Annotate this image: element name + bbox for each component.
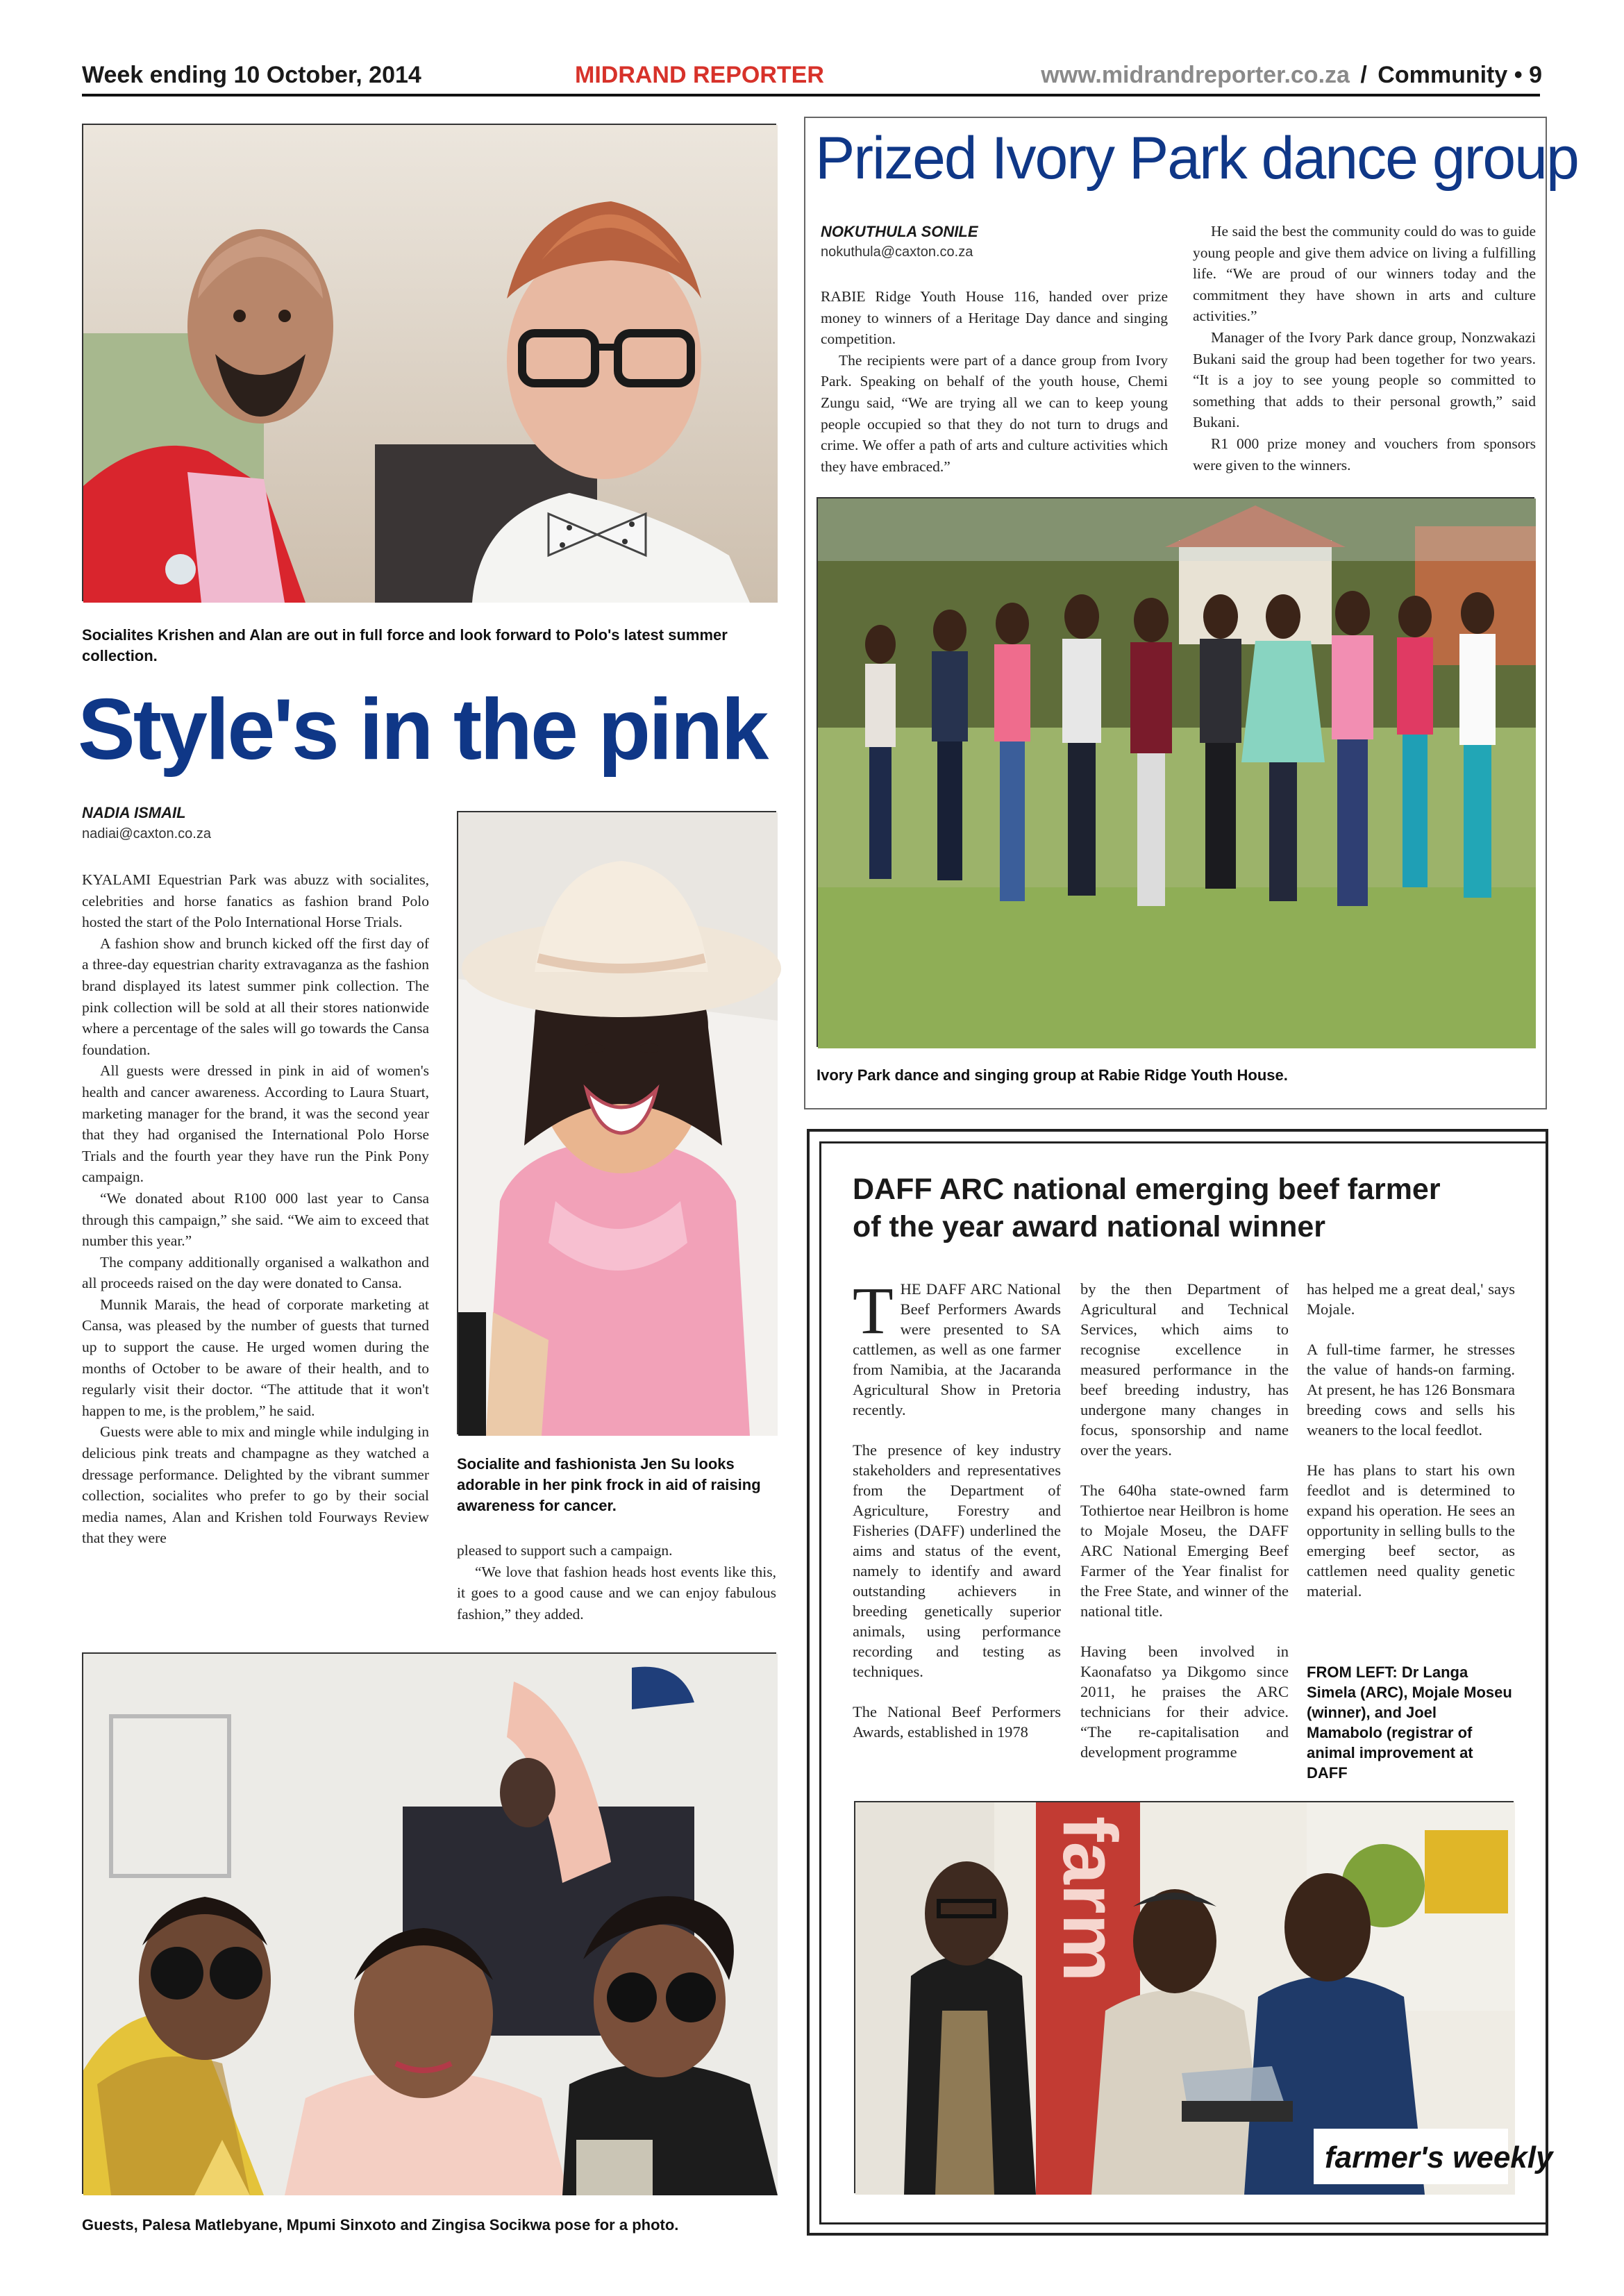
ivory-author-email[interactable]: nokuthula@caxton.co.za [821,244,973,260]
guests-caption: Guests, Palesa Matlebyane, Mpumi Sinxoto and Zingisa Socikwa pose for a photo. [82,2216,679,2234]
dance-group-caption: Ivory Park dance and singing group at Rabie Ridge Youth House. [817,1066,1288,1084]
daff-paragraph: has helped me a great deal,' says Mojale. [1307,1280,1515,1318]
photo-krishen-alan [82,124,776,601]
banner-text: farm [1047,1816,1132,1982]
daff-column-2 [1080,1279,1289,1782]
daff-column-3 [1307,1279,1515,1621]
daff-paragraph: A full-time farmer, he stresses the value of hands-on farming. At present, he has 126 Bonsmara breeding cows and sells his weaners to the local feedlot. [1307,1341,1515,1439]
header-rule [82,94,1540,97]
photo-guests [82,1652,776,2194]
issue-date: Week ending 10 October, 2014 [82,62,421,88]
style-author: NADIA ISMAIL [82,804,186,821]
daff-paragraph: The presence of key industry stakeholders and representatives from the Department of Agriculture, Forestry and Fisheries (DAFF) underlined the aims and status of the event, namely to identify and award outstanding achievers in breeding genetically superior animals, using performance recording and testing as techniques. [853,1441,1061,1680]
photo-daff-award-art [855,1802,1553,2195]
header-right [1041,61,1542,89]
daff-paragraph: He has plans to start his own feedlot and is determined to expand his operation. He sees an opportunity in selling bulls to the emerging beef sector, as cattlemen need quality genetic material. [1307,1461,1515,1600]
photo-daff-award [854,1801,1553,2193]
style-author-email[interactable]: nadiai@caxton.co.za [82,826,211,841]
jen-su-caption: Socialite and fashionista Jen Su looks adorable in her pink frock in aid of raising awareness for cancer. [457,1455,761,1514]
style-paragraph: All guests were dressed in pink in aid of women's health and cancer awareness. According to Laura Stuart, marketing manager for the brand, it was the second year that they had organised the International Polo Horse Trials and the fourth year they have run the Pink Pony campaign. [82,1062,429,1186]
style-article-body [82,869,429,1549]
header-separator: / [1360,62,1367,88]
daff-column-1 [853,1273,1061,1762]
style-headline: Style's in the pink [78,682,767,778]
style-paragraph: The company additionally organised a walkathon and all proceeds raised on the day were donated to Cansa. [82,1253,429,1292]
photo-jen-su-art [458,812,778,1436]
photo-jen-su [457,811,776,1434]
krishen-alan-caption: Socialites Krishen and Alan are out in full force and look forward to Polo's latest summer collection. [82,626,728,664]
style-paragraph: pleased to support such a campaign. [457,1542,673,1559]
daff-paragraph: The 640ha state-owned farm Tothiertoe near Heilbron is home to Mojale Moseu, the DAFF ARC National Emerging Beef Farmer of the Year finalist for the Free State, and winner of the national title. [1080,1482,1289,1620]
style-paragraph: KYALAMI Equestrian Park was abuzz with socialites, celebrities and horse fanatics as fashion brand Polo hosted the start of the Polo International Horse Trials. [82,871,429,931]
ivory-column-1 [821,286,1168,477]
ivory-paragraph: The recipients were part of a dance group from Ivory Park. Speaking on behalf of the youth house, Chemi Zungu said, “We are trying all we can to keep young people occupied so that they do not turn to drugs and crime. We offer a path of arts and culture activities which they have embraced.” [821,351,1168,475]
photo-krishen-alan-art [83,125,778,603]
photo-dance-group-art [818,498,1536,1048]
daff-paragraph: THE DAFF ARC National Beef Performers Awards were presented to SA cattlemen, as well as one farmer from Namibia, at the Jacaranda Agricultural Show in Pretoria recently. [853,1273,1061,1418]
farmers-weekly-logo: farmer's weekly [1325,2140,1553,2175]
photo-dance-group [817,497,1534,1047]
ivory-paragraph: R1 000 prize money and vouchers from sponsors were given to the winners. [1193,435,1536,474]
daff-photo-caption: FROM LEFT: Dr Langa Simela (ARC), Mojale Moseu (winner), and Joel Mamabolo (registrar of animal improvement at DAFF [1307,1664,1512,1782]
photo-guests-art [83,1654,778,2195]
style-paragraph: Munnik Marais, the head of corporate marketing at Cansa, was pleased by the number of guests that turned up to support the cause. He urged women during the months of October to be aware of their health, and to regularly visit their doctor. “The attitude that it won't happen to me, is the problem,” he said. [82,1296,429,1419]
style-paragraph: “We love that fashion heads host events like this, it goes to a good cause and we can enjoy fabulous fashion,” they added. [457,1563,776,1623]
ivory-paragraph: Manager of the Ivory Park dance group, Nonzwakazi Bukani said the group had been together for two years. “It is a joy to see young people so committed to something that adds to their personal growth,” said Bukani. [1193,328,1536,431]
daff-paragraph: Having been involved in Kaonafatso ya Dikgomo since 2011, he praises the ARC technicians for their advice. “The re-capitalisation and development programme [1080,1643,1289,1761]
daff-headline [853,1171,1533,1246]
ivory-headline: Prized Ivory Park dance group [815,125,1578,192]
daff-paragraph: The National Beef Performers Awards, established in 1978 [853,1703,1061,1741]
ivory-paragraph: He said the best the community could do was to guide young people and give them advice on living a fulfilling life. “We are proud of our winners today and the commitment they have shown in arts and culture activities.” [1193,223,1536,325]
style-paragraph: Guests were able to mix and mingle while indulging in delicious pink treats and champagne as they watched a dressage performance. Delighted by the vibrant summer collection, socialites who prefer to go by their social media names, Alan and Krishen told Fourways Review that they were [82,1423,429,1547]
page-section: Community • 9 [1378,62,1542,88]
ivory-author: NOKUTHULA SONILE [821,223,978,240]
daff-headline-line: DAFF ARC national emerging beef farmer [853,1173,1441,1206]
daff-paragraph: by the then Department of Agricultural and Technical Services, which aims to recognise excellence in measured performance in the beef breeding industry, has undergone many changes in focus, sponsorship and name over the years. [1080,1280,1289,1459]
masthead: MIDRAND REPORTER [575,62,824,88]
site-url[interactable]: www.midrandreporter.co.za [1041,62,1350,88]
style-paragraph: A fashion show and brunch kicked off the first day of a three-day equestrian charity extravaganza as the fashion brand displayed its latest summer pink collection. The pink collection will be sold at all their stores nationwide where a percentage of the sales will go towards the Cansa foundation. [82,935,429,1058]
ivory-column-2 [1193,221,1536,476]
style-paragraph: “We donated about R100 000 last year to Cansa through this campaign,” she said. “We aim to exceed that number this year.” [82,1189,429,1250]
style-article-continued [457,1540,776,1625]
ivory-paragraph: RABIE Ridge Youth House 116, handed over prize money to winners of a Heritage Day dance and singing competition. [821,288,1168,348]
daff-headline-line: of the year award national winner [853,1210,1325,1243]
